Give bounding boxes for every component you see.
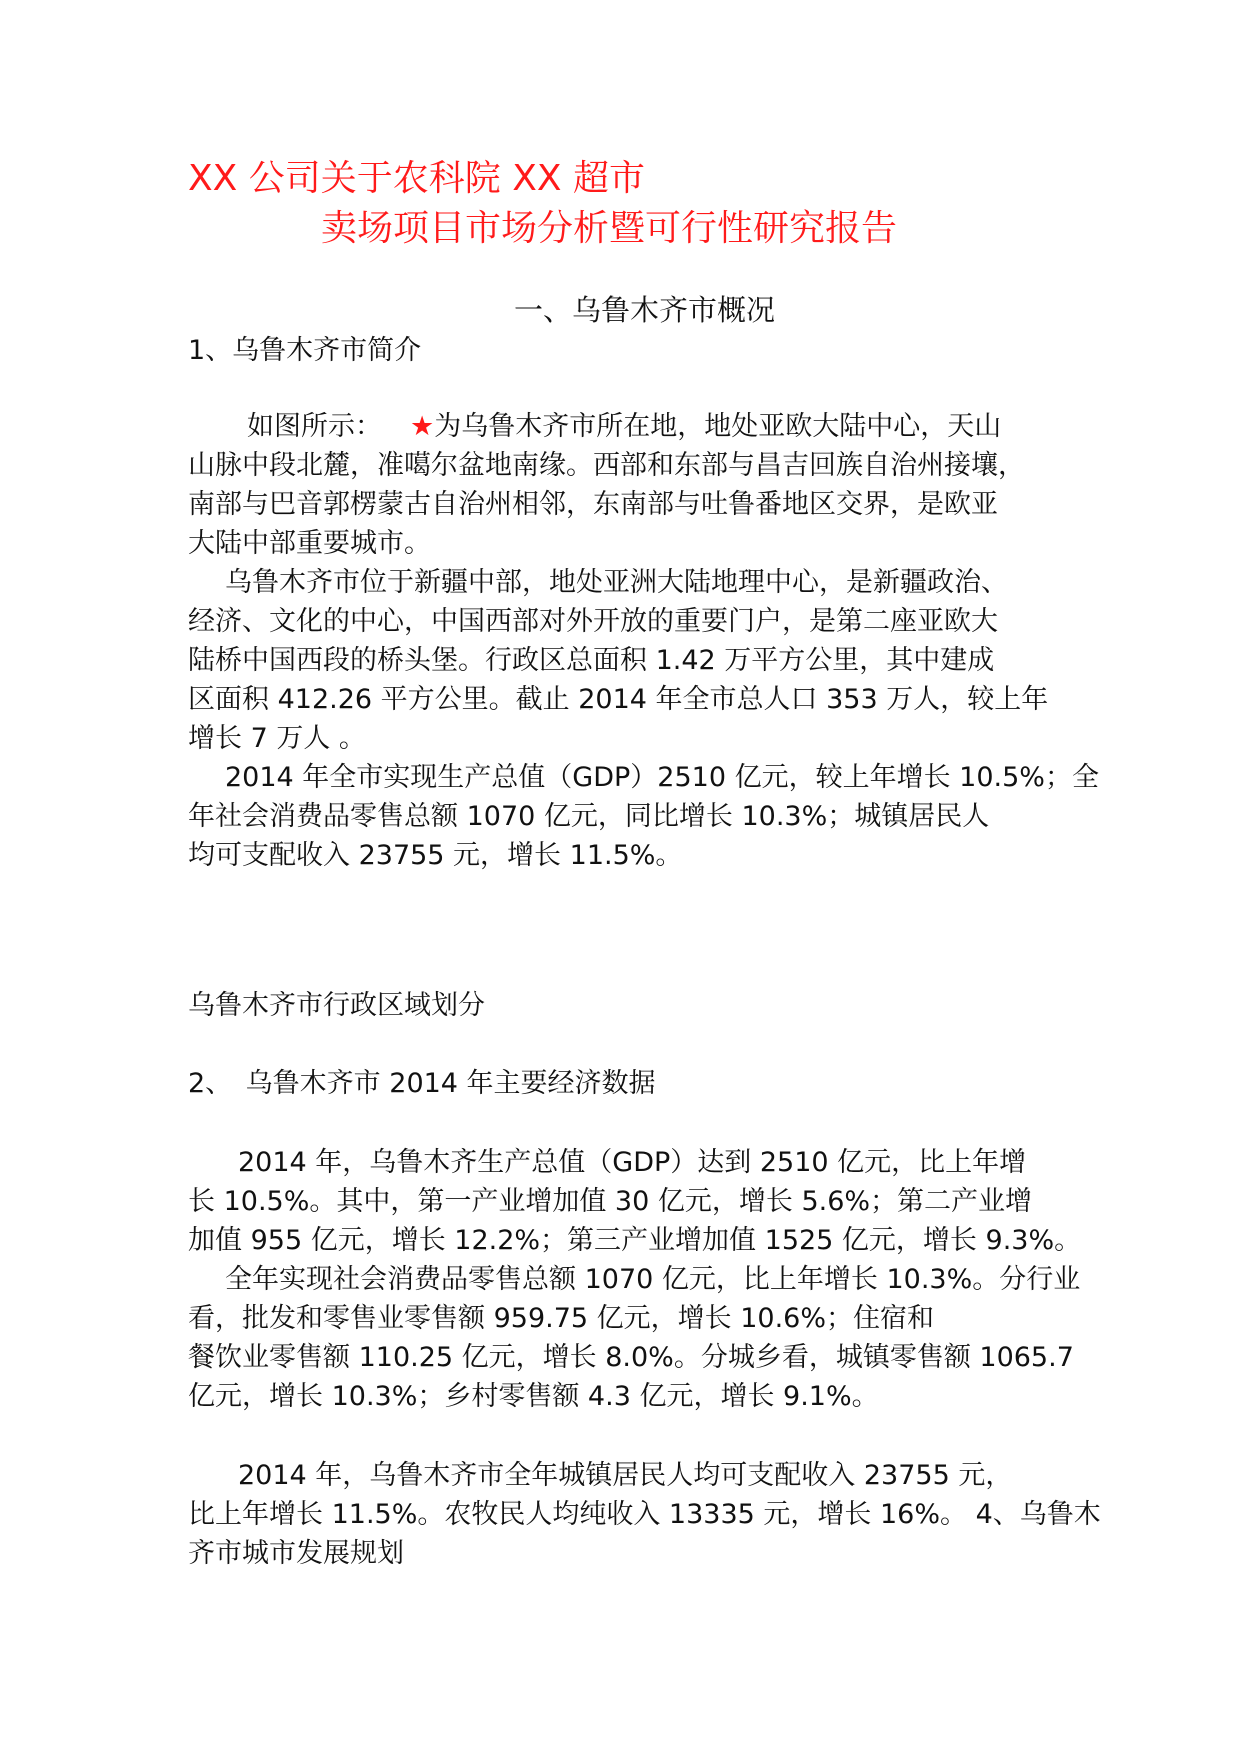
paragraph-line [247,407,1001,446]
paragraph-line: 年社会消费品零售总额 1070 亿元，同比增长 10.3%；城镇居民人 [188,801,990,832]
document-title-line-1: XX 公司关于农科院 XX 超市 [188,158,645,199]
paragraph-line: 乌鲁木齐市位于新疆中部，地处亚洲大陆地理中心，是新疆政治、 [225,567,1008,598]
star-icon: ★ [410,411,435,442]
paragraph-line: 经济、文化的中心，中国西部对外开放的重要门户，是第二座亚欧大 [188,606,998,637]
paragraph-line: 大陆中部重要城市。 [188,528,431,559]
paragraph-line: 陆桥中国西段的桥头堡。行政区总面积 1.42 万平方公里，其中建成 [188,645,995,676]
paragraph-line: 全年实现社会消费品零售总额 1070 亿元，比上年增长 10.3%。分行业 [225,1264,1081,1295]
paragraph-line: 区面积 412.26 平方公里。截止 2014 年全市总人口 353 万人，较上年 [188,684,1049,715]
paragraph-line: 齐市城市发展规划 [188,1538,404,1569]
paragraph-line: 山脉中段北麓，准噶尔盆地南缘。西部和东部与昌吉回族自治州接壤， [188,450,1025,481]
paragraph-line: 比上年增长 11.5%。农牧民人均纯收入 13335 元，增长 16%。 4、乌鲁木 [188,1499,1101,1530]
paragraph-line: 增长 7 万人 。 [188,723,366,754]
section-heading: 一、乌鲁木齐市概况 [514,293,776,327]
paragraph-line: 2014 年，乌鲁木齐生产总值（GDP）达到 2510 亿元，比上年增 [238,1147,1027,1178]
paragraph-text: 为乌鲁木齐市所在地，地处亚欧大陆中心，天山 [434,411,1002,442]
paragraph-line: 2014 年全市实现生产总值（GDP）2510 亿元，较上年增长 10.5%；全 [225,762,1099,793]
subsection-heading-1: 1、乌鲁木齐市简介 [188,335,422,366]
paragraph-line: 均可支配收入 23755 元，增长 11.5%。 [188,840,683,871]
paragraph-line: 加值 955 亿元，增长 12.2%；第三产业增加值 1525 亿元，增长 9.3%。 [188,1225,1082,1256]
paragraph-line: 亿元，增长 10.3%；乡村零售额 4.3 亿元，增长 9.1%。 [188,1381,879,1412]
document-title-line-2: 卖场项目市场分析暨可行性研究报告 [321,208,898,249]
paragraph-line: 餐饮业零售额 110.25 亿元，增长 8.0%。分城乡看，城镇零售额 1065.7 [188,1342,1074,1373]
map-caption: 乌鲁木齐市行政区域划分 [188,990,485,1021]
paragraph-line: 看，批发和零售业零售额 959.75 亿元，增长 10.6%；住宿和 [188,1303,934,1334]
paragraph-line: 2014 年，乌鲁木齐市全年城镇居民人均可支配收入 23755 元， [238,1460,1013,1491]
subsection-heading-2: 2、 乌鲁木齐市 2014 年主要经济数据 [188,1068,656,1099]
paragraph-line: 长 10.5%。其中，第一产业增加值 30 亿元，增长 5.6%；第二产业增 [188,1186,1033,1217]
paragraph-lead: 如图所示： [247,411,382,442]
paragraph-line: 南部与巴音郭楞蒙古自治州相邻，东南部与吐鲁番地区交界，是欧亚 [188,489,998,520]
